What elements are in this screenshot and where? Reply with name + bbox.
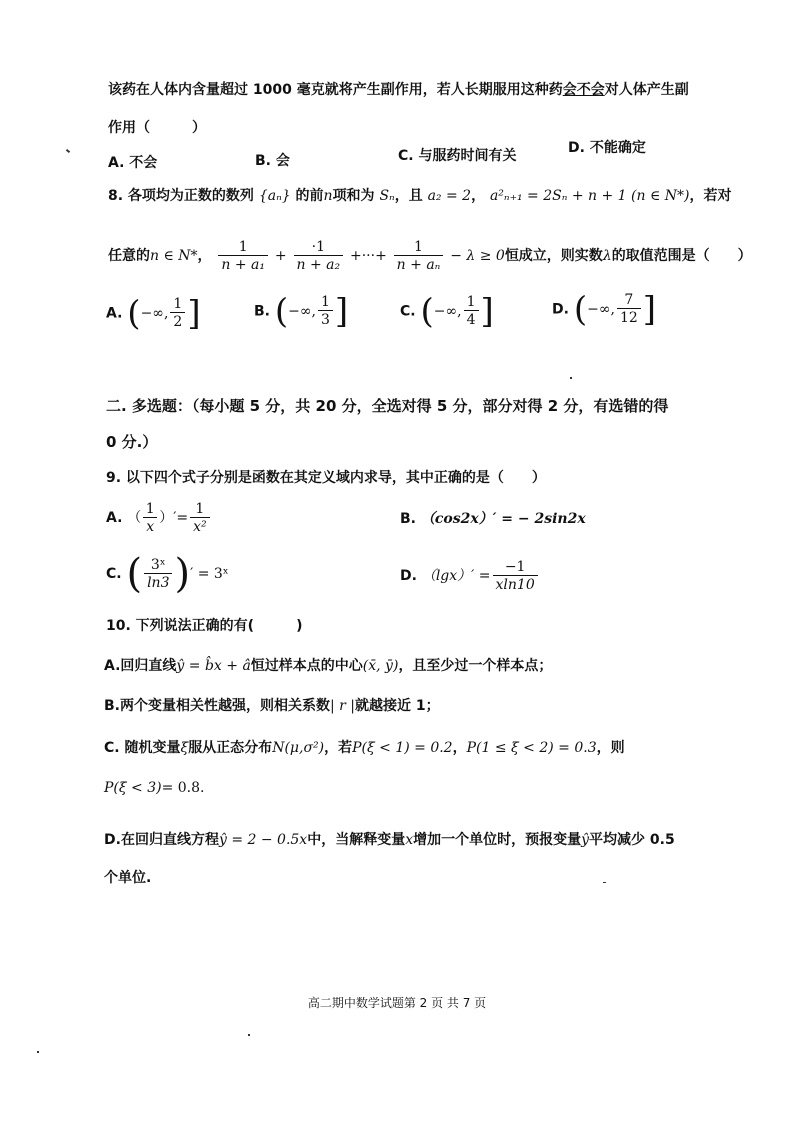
q10-c-text: 服从正态分布 (188, 740, 273, 756)
frac-numerator: 7 (624, 292, 634, 308)
q9-d-fraction (493, 559, 538, 594)
q10-b-text: 就越接近 1； (355, 698, 440, 714)
q10-option-c-line2 (104, 778, 205, 798)
q9-option-a (106, 498, 212, 538)
q8-text: ， (471, 188, 486, 204)
q8-option-b (254, 291, 349, 332)
q10-d-regression-eq: ŷ = 2 − 0.5x (218, 832, 308, 848)
frac-numerator: 3ˣ (150, 556, 166, 573)
q7-stem-line2: 作用（ ） (108, 120, 206, 136)
q8-fraction-2 (294, 239, 344, 274)
q10-c-text: = 0.8. (161, 780, 205, 796)
q10-a-center: (x̄, ȳ) (362, 658, 399, 674)
q10-a-text: 恒过样本点的中心 (250, 658, 363, 674)
q7-underlined-text: 会不会 (562, 82, 605, 98)
q8-inequality: − λ ≥ 0 (450, 248, 505, 264)
option-fraction (170, 296, 185, 331)
q9-a-result-fraction (190, 501, 210, 536)
q10-c-text: ，则 (596, 740, 625, 756)
scan-speck (570, 377, 572, 379)
option-label: D. (400, 568, 417, 584)
right-bracket: ] (480, 291, 494, 332)
q10-d-var-x: x (405, 832, 414, 848)
q10-a-regression-eq: ŷ = b̂x + â (176, 658, 251, 674)
option-interval-start: −∞, (288, 303, 316, 320)
page-footer: 高二期中数学试题第 2 页 共 7 页 (307, 996, 487, 1010)
q8-var-sn: Sₙ (379, 188, 395, 204)
section2-heading-line1: 二. 多选题：（每小题 5 分，共 20 分，全选对得 5 分，部分对得 2 分，有选错的得 (106, 397, 669, 415)
q8-a2: a₂ = 2 (427, 188, 472, 204)
q10-c-prob3: P(ξ < 3) (104, 780, 162, 796)
q10-b-abs-r: | r | (330, 698, 356, 714)
q7-text-part2: 对人体产生副 (604, 82, 689, 98)
option-label: B. (400, 511, 416, 527)
q9-option-b (400, 508, 586, 528)
q8-text: 恒成立，则实数 (504, 248, 603, 264)
q10-option-d-line1 (104, 830, 675, 850)
frac-denominator: 12 (617, 308, 641, 327)
q10-a-text: ，且至少过一个样本点； (398, 658, 553, 674)
q7-stem-line1 (108, 80, 689, 100)
option-interval-start: −∞, (587, 301, 615, 318)
q10-b-text: B.两个变量相关性越强，则相关系数 (104, 698, 330, 714)
q9-option-d (400, 556, 540, 596)
q7-option-b: B. 会 (255, 153, 290, 169)
q10-d-text: 增加一个单位时，预报变量 (413, 832, 582, 848)
option-label: C. (400, 303, 416, 320)
frac-numerator: 1 (320, 294, 330, 310)
q10-c-text: ， (452, 740, 467, 756)
q8-stem-line2 (108, 236, 752, 276)
q10-option-a (104, 656, 552, 676)
q10-option-c-line1 (104, 738, 625, 758)
option-label: A. (106, 305, 123, 322)
option-interval-start: −∞, (140, 305, 169, 322)
q8-var-n: n (323, 188, 333, 204)
q8-text: ， (197, 248, 212, 264)
frac-numerator: 1 (195, 500, 205, 517)
right-bracket: ] (187, 293, 201, 334)
frac-denominator: n + aₙ (394, 255, 444, 274)
q10-c-text: C. 随机变量 (104, 740, 181, 756)
q7-option-d: D. 不能确定 (568, 140, 646, 156)
frac-denominator: n + a₂ (294, 255, 344, 274)
option-label: C. (106, 566, 122, 582)
q9-a-fraction (143, 501, 157, 536)
left-paren: ( (126, 551, 143, 597)
q8-recurrence: a²ₙ₊₁ = 2Sₙ + n + 1 (n ∈ N*) (489, 188, 690, 204)
left-paren: ( (274, 291, 289, 332)
left-paren: ( (573, 289, 588, 330)
section2-heading-line2: 0 分.） (106, 433, 158, 451)
q10-d-text: 中，当解释变量 (307, 832, 406, 848)
q10-c-text: ，若 (324, 740, 353, 756)
frac-numerator: 1 (145, 500, 155, 517)
frac-denominator: ln3 (144, 573, 172, 592)
q8-text: 8. 各项均为正数的数列 (108, 188, 254, 204)
q8-text: 项和为 (332, 188, 375, 204)
option-label: A. (106, 510, 123, 526)
left-paren: ( (420, 291, 434, 332)
option-label: B. (254, 303, 270, 320)
q8-var-n-in-N: n ∈ N* (150, 248, 198, 264)
frac-denominator: 2 (170, 312, 185, 331)
option-label: D. (552, 301, 569, 318)
q8-sequence: {aₙ} (258, 188, 291, 204)
q8-text: 任意的 (108, 248, 150, 264)
ellipsis-sum: +···+ (349, 248, 387, 264)
right-bracket: ] (642, 289, 657, 330)
q8-stem-line1 (108, 186, 731, 206)
q7-option-c: C. 与服药时间有关 (398, 148, 517, 164)
q9-c-rhs: ′ = 3ˣ (190, 566, 229, 582)
left-paren: ( (127, 293, 141, 334)
q10-c-normal: N(μ,σ²) (272, 740, 325, 756)
scan-speck (37, 1051, 39, 1053)
scan-speck (603, 882, 606, 883)
q10-stem: 10. 下列说法正确的有( ) (106, 618, 303, 634)
q10-d-var-yhat: ŷ (581, 832, 590, 848)
q8-option-a (106, 293, 201, 334)
q8-lambda: λ (602, 248, 612, 264)
right-bracket: ] (334, 291, 349, 332)
frac-denominator: x² (190, 517, 210, 536)
q10-c-xi: ξ (180, 740, 189, 756)
frac-numerator: −1 (504, 558, 526, 575)
frac-numerator: 1 (238, 238, 248, 255)
frac-denominator: n + a₁ (218, 255, 268, 274)
option-fraction (318, 294, 333, 329)
scan-speck (66, 149, 70, 153)
q8-fraction-3 (394, 239, 444, 274)
q10-option-d-line2: 个单位. (104, 870, 152, 886)
option-interval-start: −∞, (433, 303, 462, 320)
q8-text: 的取值范围是（ ） (611, 248, 752, 264)
scan-speck (248, 1034, 250, 1036)
left-paren: （ (127, 510, 142, 526)
right-paren-prime: ）′= (159, 510, 189, 526)
q10-a-text: A.回归直线 (104, 658, 177, 674)
q8-option-c (400, 291, 494, 332)
q10-d-text: D.在回归直线方程 (104, 832, 219, 848)
q10-c-prob1: P(ξ < 1) = 0.2 (352, 740, 453, 756)
q9-option-c (106, 550, 229, 598)
frac-denominator: x (143, 517, 157, 536)
frac-denominator: 4 (464, 310, 479, 329)
plus-sign: + (274, 248, 287, 264)
q9-b-expression: （cos2x）′ = − 2sin2x (420, 511, 586, 527)
frac-denominator: 3 (318, 310, 333, 329)
frac-numerator: ·1 (311, 238, 325, 255)
q8-fraction-1 (218, 239, 268, 274)
q7-option-a: A. 不会 (108, 155, 158, 171)
q8-text: 的前 (295, 188, 324, 204)
q9-stem: 9. 以下四个式子分别是函数在其定义域内求导，其中正确的是（ ） (106, 470, 546, 486)
right-paren: ) (174, 551, 191, 597)
option-fraction (617, 292, 641, 327)
q7-text-part1: 该药在人体内含量超过 1000 毫克就将产生副作用，若人长期服用这种药 (108, 82, 563, 98)
frac-numerator: 1 (466, 294, 476, 310)
frac-denominator: xln10 (493, 575, 538, 594)
q8-option-d (552, 289, 657, 330)
q8-text: ，若对 (689, 188, 732, 204)
q10-d-text: 平均减少 0.5 (589, 832, 675, 848)
frac-numerator: 1 (173, 296, 183, 312)
q8-text: ，且 (394, 188, 423, 204)
q9-c-fraction (144, 557, 172, 592)
q10-option-b (104, 696, 440, 716)
frac-numerator: 1 (414, 238, 423, 255)
q9-d-lhs: （lgx）′ = (421, 568, 491, 584)
option-fraction (464, 294, 479, 329)
q10-c-prob2: P(1 ≤ ξ < 2) = 0.3 (466, 740, 597, 756)
